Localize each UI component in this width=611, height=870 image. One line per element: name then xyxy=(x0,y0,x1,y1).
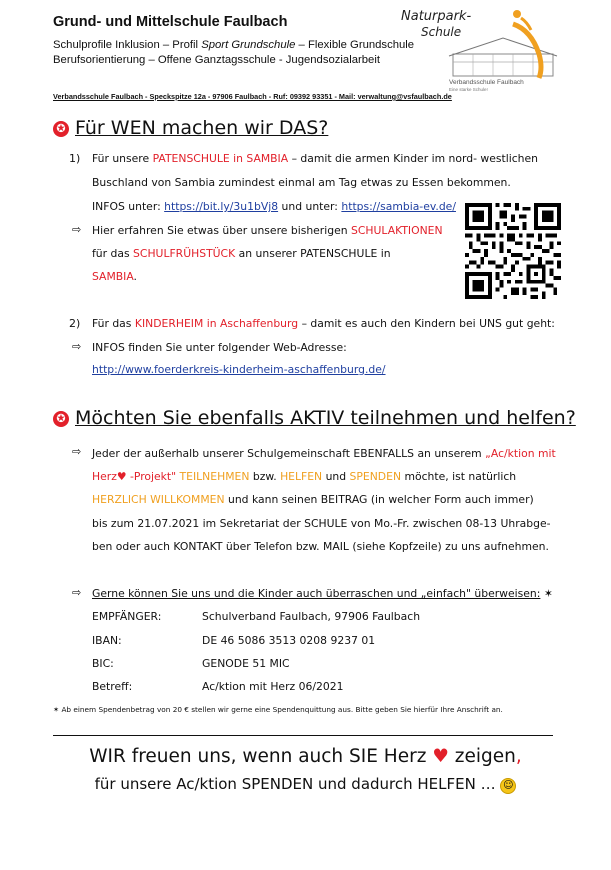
arrow-right-icon: ⇨ xyxy=(72,340,82,353)
school-profiles-line-2: Berufsorientierung – Offene Ganztagsschule - Jugendsozialarbeit xyxy=(53,54,380,66)
school-address: Verbandsschule Faulbach - Speckspitze 12a - 97906 Faulbach - Ruf: 09392 93351 - Mail: verwaltung@vsfaulbach.de xyxy=(53,92,452,101)
link-sambia-ev[interactable]: https://sambia-ev.de/ xyxy=(341,200,456,213)
paragraph-line: Für das KINDERHEIM in Aschaffenburg – damit es auch den Kindern bei UNS gut geht: xyxy=(92,317,555,330)
heart-icon: ♥ xyxy=(432,746,449,767)
star-badge-icon: ✪ xyxy=(53,121,69,137)
arrow-right-icon: ⇨ xyxy=(72,223,82,236)
paragraph-line: für das SCHULFRÜHSTÜCK an unserer PATENSCHULE in xyxy=(92,247,391,260)
transfer-label: BIC: xyxy=(92,657,114,670)
transfer-label: Betreff: xyxy=(92,680,133,693)
paragraph-line: Buschland von Sambia zumindest einmal am Tag etwas zu Essen bekommen. xyxy=(92,176,511,189)
transfer-label: EMPFÄNGER: xyxy=(92,610,162,623)
link-kinderheim[interactable]: http://www.foerderkreis-kinderheim-aschaffenburg.de/ xyxy=(92,363,386,376)
paragraph-line: bis zum 21.07.2021 im Sekretariat der SCHULE von Mo.-Fr. zwischen 08-13 Uhrabge- xyxy=(92,517,551,530)
transfer-label: IBAN: xyxy=(92,634,122,647)
paragraph-line: ben oder auch KONTAKT über Telefon bzw. MAIL (siehe Kopfzeile) zu uns aufnehmen. xyxy=(92,540,549,553)
link-bitly[interactable]: https://bit.ly/3u1bVj8 xyxy=(164,200,279,213)
paragraph-line: Für unsere PATENSCHULE in SAMBIA – damit die armen Kinder im nord- westlichen xyxy=(92,152,538,165)
paragraph-line: HERZLICH WILLKOMMEN und kann seinen BEITRAG (in welcher Form auch immer) xyxy=(92,493,534,506)
qr-code[interactable] xyxy=(465,203,561,299)
school-logo xyxy=(393,4,568,94)
transfer-value: Schulverband Faulbach, 97906 Faulbach xyxy=(202,610,421,623)
footer-divider xyxy=(53,735,553,736)
paragraph-line: SAMBIA. xyxy=(92,270,137,283)
paragraph-line: Hier erfahren Sie etwas über unsere bisherigen SCHULAKTIONEN xyxy=(92,224,443,237)
transfer-value: DE 46 5086 3513 0208 9237 01 xyxy=(202,634,376,647)
logo-caption: Verbandsschule Faulbach xyxy=(449,79,524,86)
smiley-icon: ☺ xyxy=(500,778,516,794)
section-heading-participate: ✪ Möchten Sie ebenfalls AKTIV teilnehmen und helfen? xyxy=(53,407,576,429)
heart-icon: ♥ xyxy=(116,470,127,483)
logo-brand-line2: Schule xyxy=(421,25,462,39)
paragraph-line: Jeder der außerhalb unserer Schulgemeinschaft EBENFALLS an unserem „Ac/ktion mit xyxy=(92,447,556,460)
asterisk-icon: ✶ xyxy=(53,705,62,714)
transfer-intro: Gerne können Sie uns und die Kinder auch überraschen und „einfach" überweisen: ✶ xyxy=(92,587,553,600)
paragraph-line: Herz♥ -Projekt" TEILNEHMEN bzw. HELFEN und SPENDEN möchte, ist natürlich xyxy=(92,470,517,483)
arrow-right-icon: ⇨ xyxy=(72,445,82,458)
star-badge-icon: ✪ xyxy=(53,411,69,427)
logo-brand-line1: Naturpark- xyxy=(401,9,472,24)
paragraph-line: INFOS unter: https://bit.ly/3u1bVj8 und unter: https://sambia-ev.de/ xyxy=(92,200,456,213)
school-title: Grund- und Mittelschule Faulbach xyxy=(53,14,288,30)
transfer-value: GENODE 51 MIC xyxy=(202,657,290,670)
footer-line-1: WIR freuen uns, wenn auch SIE Herz ♥ zeigen, xyxy=(89,746,522,767)
footer-line-2: für unsere Ac/ktion SPENDEN und dadurch HELFEN … ☺ xyxy=(0,775,611,794)
list-number: 2) xyxy=(69,317,81,330)
paragraph-line: INFOS finden Sie unter folgender Web-Adresse: xyxy=(92,341,347,354)
transfer-value: Ac/ktion mit Herz 06/2021 xyxy=(202,680,344,693)
paragraph-line xyxy=(92,363,386,376)
logo-subcaption: Eine starke Schule! xyxy=(449,87,488,92)
footnote: ✶ Ab einem Spendenbetrag von 20 € stellen wir gerne eine Spendenquittung aus. Bitte geben Sie hierfür Ihre Anschrift an. xyxy=(53,705,503,714)
section-heading-for-whom: ✪ Für WEN machen wir DAS? xyxy=(53,117,328,139)
arrow-right-icon: ⇨ xyxy=(72,586,82,599)
school-profiles-line: Schulprofile Inklusion – Profil Sport Grundschule – Flexible Grundschule xyxy=(53,39,415,51)
list-number: 1) xyxy=(69,152,81,165)
asterisk-icon: ✶ xyxy=(543,587,553,600)
